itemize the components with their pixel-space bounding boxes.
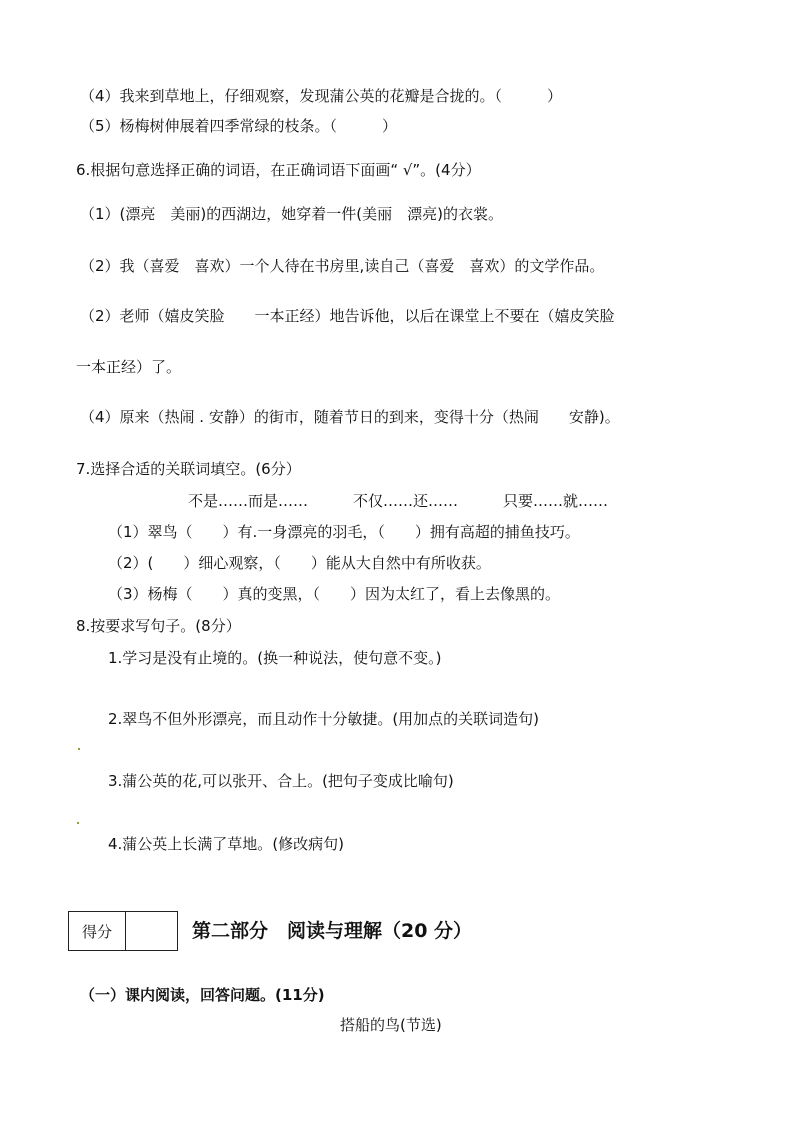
q8-item-2: 2.翠鸟不但外形漂亮，而且动作十分敏捷。(用加点的关联词造句)	[108, 710, 540, 728]
score-label: 得分	[69, 912, 126, 950]
q8-item-4: 4.蒲公英上长满了草地。(修改病句)	[108, 835, 345, 853]
q5-item-5: （5）杨梅树伸展着四季常绿的枝条。（ ）	[80, 117, 398, 135]
q7-title: 7.选择合适的关联词填空。(6分）	[76, 460, 301, 478]
score-blank	[126, 912, 177, 950]
q6-item-4: （4）原来（热闹 . 安静）的街市，随着节日的到来，变得十分（热闹 安静)。	[80, 408, 620, 426]
q5-item-4: （4）我来到草地上，仔细观察，发现蒲公英的花瓣是合拢的。（ ）	[80, 87, 563, 105]
section-heading: （一）课内阅读，回答问题。(11分)	[80, 986, 325, 1004]
q6-title: 6.根据句意选择正确的词语，在正确词语下面画“ √”。(4分）	[76, 161, 481, 179]
q6-item-2: （2）我（喜爱 喜欢）一个人待在书房里,读自己（喜爱 喜欢）的文学作品。	[80, 257, 605, 275]
q7-item-1: （1）翠鸟（ ）有.一身漂亮的羽毛，（ ）拥有高超的捕鱼技巧。	[108, 523, 580, 541]
stray-mark	[78, 748, 80, 750]
passage-title: 搭船的鸟(节选)	[340, 1016, 442, 1034]
q8-item-1: 1.学习是没有止境的。(换一种说法，使句意不变。)	[108, 649, 442, 667]
q8-title: 8.按要求写句子。(8分）	[76, 617, 241, 635]
part2-title: 第二部分 阅读与理解（20 分）	[192, 920, 473, 942]
q8-item-3: 3.蒲公英的花,可以张开、合上。(把句子变成比喻句)	[108, 772, 454, 790]
q6-item-1: （1）(漂亮 美丽)的西湖边，她穿着一件(美丽 漂亮)的衣裳。	[80, 205, 503, 223]
q6-item-3a: （2）老师（嬉皮笑脸 一本正经）地告诉他，以后在课堂上不要在（嬉皮笑脸	[80, 307, 615, 325]
q7-conjunction-options: 不是……而是…… 不仅……还…… 只要……就……	[188, 492, 609, 510]
score-box	[68, 911, 178, 951]
q7-item-3: （3）杨梅（ ）真的变黑，（ ）因为太红了，看上去像黑的。	[108, 585, 561, 603]
q7-item-2: （2）( ）细心观察，（ ）能从大自然中有所收获。	[108, 554, 491, 572]
q6-item-3b: 一本正经）了。	[76, 358, 182, 376]
stray-mark	[77, 822, 79, 824]
